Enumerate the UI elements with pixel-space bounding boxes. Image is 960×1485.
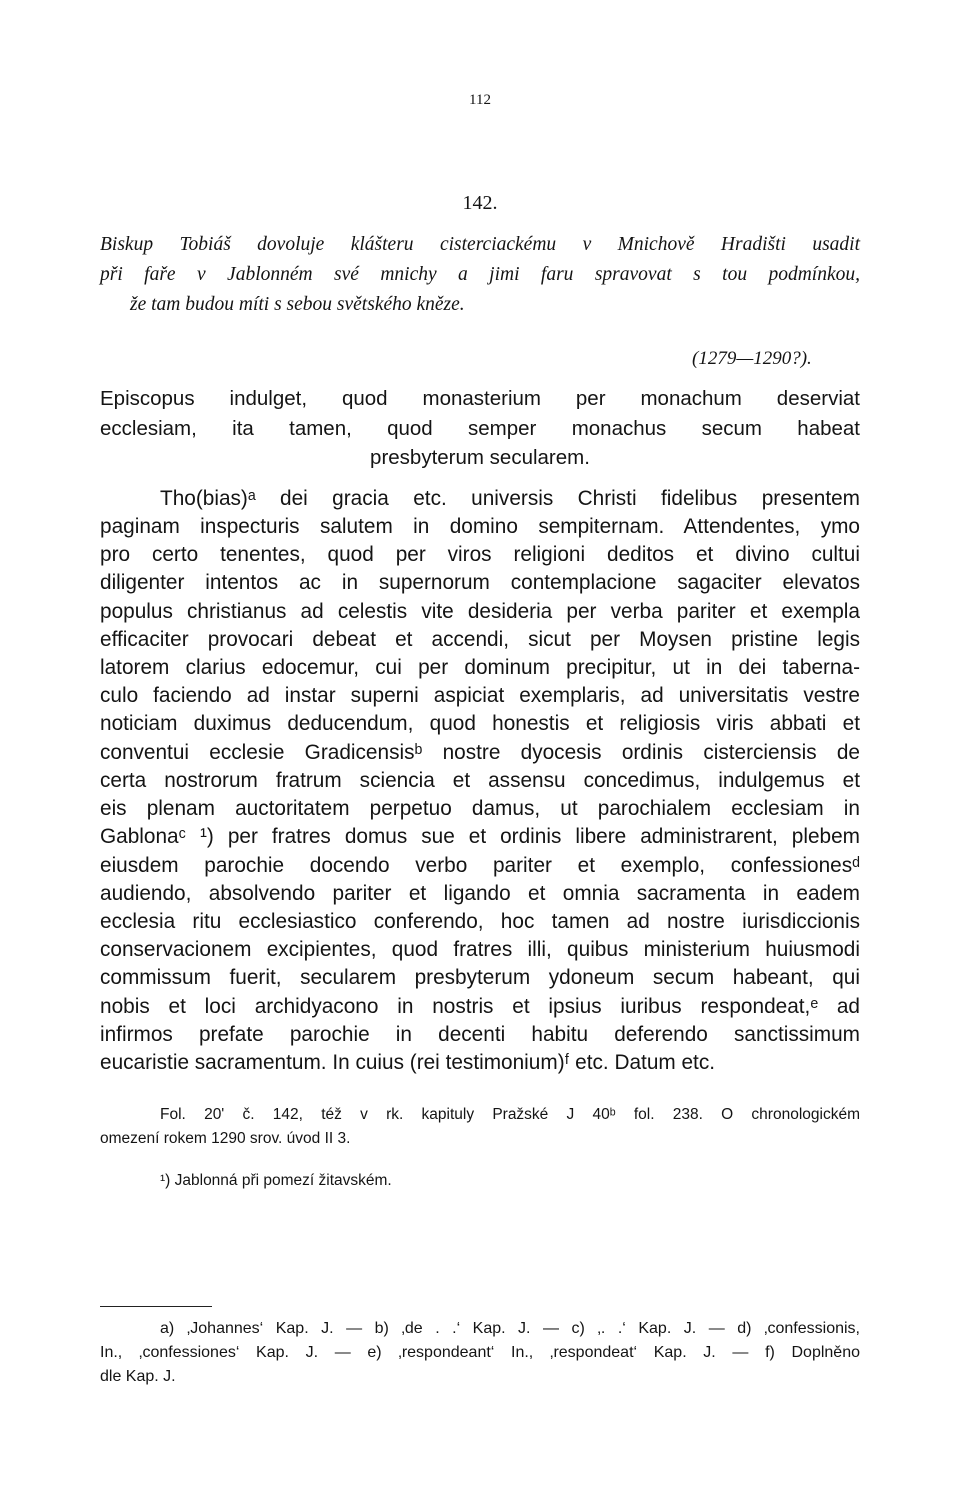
source-note-line: Fol. 20' č. 142, též v rk. kapituly Pražské J 40ᵇ fol. 238. O chronologickém — [160, 1106, 860, 1123]
body-line: eis plenam auctoritatem perpetuo damus, ut parochialem ecclesiam in — [100, 797, 860, 820]
heading-line: Biskup Tobiáš dovoluje klášteru cisterciackému v Mnichově Hradišti usadit — [100, 234, 860, 255]
footnote: ¹) Jablonná při pomezí žitavském. — [160, 1172, 392, 1189]
body-line: ecclesia ritu ecclesiastico conferendo, hoc tamen ad nostre iurisdiccionis — [100, 910, 860, 933]
body-line: Tho(bias)ᵃ dei gracia etc. universis Christi fidelibus presentem — [160, 487, 860, 510]
body-line: conventui ecclesie Gradicensisᵇ nostre dyocesis ordinis cisterciensis de — [100, 741, 860, 764]
document-date: (1279—1290?). — [692, 348, 812, 369]
footnote-divider — [100, 1306, 212, 1307]
variant-note-line: dle Kap. J. — [100, 1368, 176, 1385]
heading-line: že tam budou míti s sebou světského kněze. — [130, 294, 465, 315]
body-line: pro certo tenentes, quod per viros religioni deditos et divino cultui — [100, 543, 860, 566]
variant-note-line: a) ‚Johannes‘ Kap. J. — b) ‚de . .‘ Kap. J. — c) ‚. .‘ Kap. J. — d) ‚confessionis, — [160, 1320, 860, 1337]
regest-line: Episcopus indulget, quod monasterium per monachum deserviat — [100, 387, 860, 410]
body-line: diligenter intentos ac in supernorum contemplacione sagaciter elevatos — [100, 571, 860, 594]
body-line: noticiam duximus deducendum, quod honestis et religiosis viris abbati et — [100, 712, 860, 735]
body-line: paginam inspecturis salutem in domino sempiternam. Attendentes, ymo — [100, 515, 860, 538]
body-line: eiusdem parochie docendo verbo pariter et exemplo, confessionesᵈ — [100, 854, 860, 877]
document-number: 142. — [462, 192, 498, 214]
body-line: efficaciter provocari debeat et accendi, sicut per Moysen pristine legis — [100, 628, 860, 651]
body-line: conservacionem excipientes, quod fratres illi, quibus ministerium huiusmodi — [100, 938, 860, 961]
body-line: populus christianus ad celestis vite desideria per verba pariter et exempla — [100, 600, 860, 623]
body-line: culo faciendo ad instar superni aspiciat exemplaris, ad universitatis vestre — [100, 684, 860, 707]
body-line: latorem clarius edocemur, cui per dominum precipitur, ut in dei taberna- — [100, 656, 860, 679]
variant-note-line: In., ‚confessiones‘ Kap. J. — e) ‚respondeant‘ In., ‚respondeat‘ Kap. J. — f) Doplněno — [100, 1344, 860, 1361]
body-line: infirmos prefate parochie in decenti habitu deferendo sanctissimum — [100, 1023, 860, 1046]
body-line: nobis et loci archidyacono in nostris et ipsius iuribus respondeat,ᵉ ad — [100, 995, 860, 1018]
body-line: Gablonaᶜ ¹) per fratres domus sue et ordinis libere administrarent, plebem — [100, 825, 860, 848]
body-line: certa nostrorum fratrum sciencia et assensu concedimus, indulgemus et — [100, 769, 860, 792]
body-line: commissum fuerit, secularem presbyterum ydoneum secum habeant, qui — [100, 966, 860, 989]
body-line: eucaristie sacramentum. In cuius (rei testimonium)ᶠ etc. Datum etc. — [100, 1051, 716, 1074]
source-note-line: omezení rokem 1290 srov. úvod II 3. — [100, 1130, 351, 1147]
body-line: audiendo, absolvendo pariter et ligando et omnia sacramenta in eadem — [100, 882, 860, 905]
regest-line: presbyterum secularem. — [370, 446, 590, 469]
page-number: 112 — [469, 92, 491, 108]
heading-line: při faře v Jablonném své mnichy a jimi faru spravovat s tou podmínkou, — [100, 264, 860, 285]
regest-line: ecclesiam, ita tamen, quod semper monachus secum habeat — [100, 417, 860, 440]
